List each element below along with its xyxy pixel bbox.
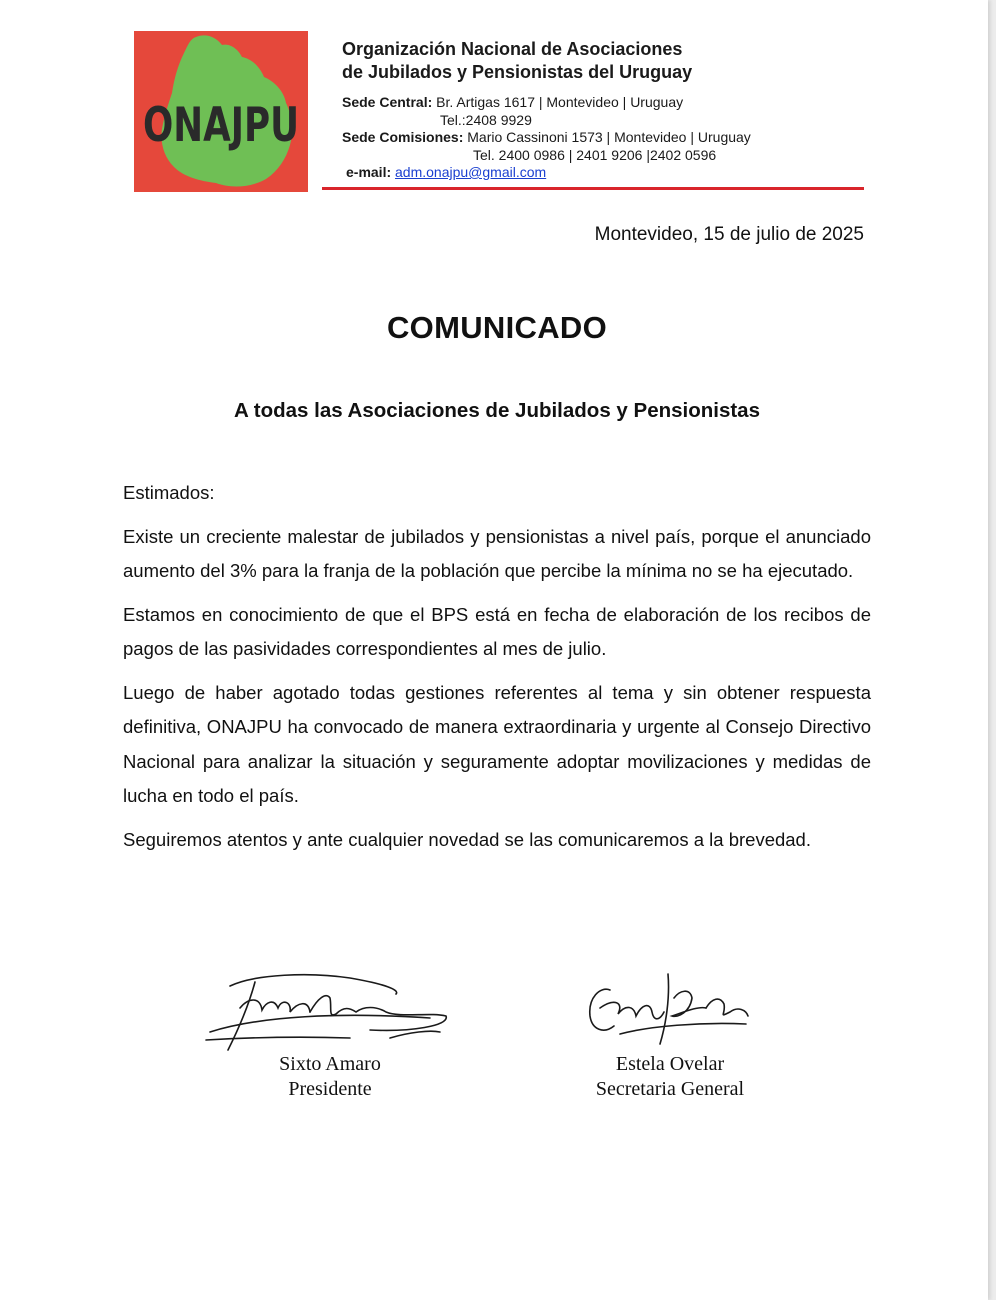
sede-central-label: Sede Central: [342,94,433,110]
org-name-line2: de Jubilados y Pensionistas del Uruguay [342,62,693,82]
sede-central-tel: Tel.:2408 9929 [440,111,532,128]
onajpu-logo [134,31,308,192]
email-link[interactable]: adm.onajpu@gmail.com [395,164,547,180]
org-name [342,38,692,84]
sede-comisiones-row [342,129,751,147]
secretary-role: Secretaria General [595,1078,745,1100]
paragraph-1: Existe un creciente malestar de jubilados y pensionistas a nivel país, porque el anunciado aumento del 3% para la franja de la población que percibe la mínima no se ha ejecutado. [123,525,871,581]
president-names [200,1052,460,1102]
paragraph-3: Luego de haber agotado todas gestiones referentes al tema y sin obtener respuesta definitiva, ONAJPU ha convocado de manera extraordinaria y urgente al Consejo Directivo Nacional para analizar la situación y seguramente adoptar movilizaciones y medidas de lucha en todo el país. [123,681,871,806]
president-name: Sixto Amaro [279,1053,381,1075]
letter-date: Montevideo, 15 de julio de 2025 [594,224,864,245]
sede-central-address: Br. Artigas 1617 | Montevideo | Uruguay [436,94,684,110]
sede-comisiones-address: Mario Cassinoni 1573 | Montevideo | Uruguay [467,129,751,145]
signature-secretary [580,968,760,1058]
sede-comisiones-label: Sede Comisiones: [342,129,464,145]
email-label: e-mail: [346,164,392,180]
signature-block-secretary [580,968,760,1102]
sede-comisiones-tel: Tel. 2400 0986 | 2401 9206 |2402 0596 [473,146,717,163]
org-name-line1: Organización Nacional de Asociaciones [342,39,683,59]
paragraph-2: Estamos en conocimiento de que el BPS está en fecha de elaboración de los recibos de pagos de las pasividades correspondientes al mes de julio. [123,603,871,659]
email-row [342,164,751,182]
paragraph-4: Seguiremos atentos y ante cualquier novedad se las comunicaremos a la brevedad. [123,828,811,850]
document-subtitle: A todas las Asociaciones de Jubilados y Pensionistas [234,399,760,422]
greeting: Estimados: [123,482,215,503]
president-role: Presidente [288,1078,372,1100]
document-title: COMUNICADO [387,310,607,345]
secretary-name: Estela Ovelar [615,1053,725,1075]
contact-info [342,94,751,182]
signature-block-president [200,968,460,1102]
signature-president [200,968,460,1058]
header-divider [322,187,864,190]
secretary-names [580,1052,760,1102]
logo-lettering: ONAJPU [143,98,299,153]
letter-body [123,476,871,866]
sede-central-row [342,94,751,112]
